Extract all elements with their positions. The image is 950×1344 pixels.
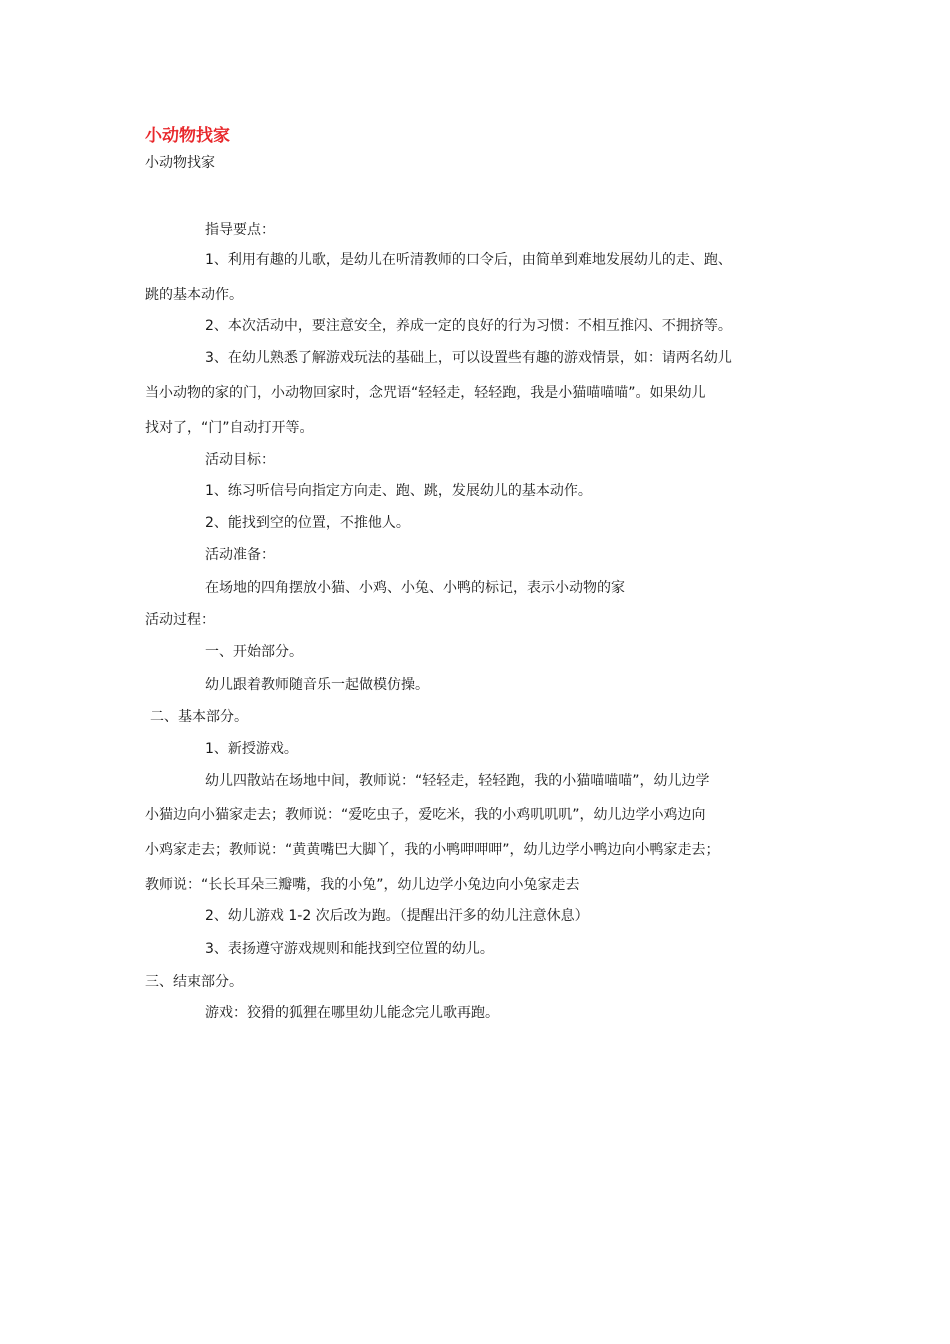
- paragraph-line: 小猫边向小猫家走去；教师说：“爱吃虫子，爱吃米，我的小鸡叽叽叽”，幼儿边学小鸡边向: [145, 807, 706, 823]
- paragraph-line: 2、幼儿游戏 1-2 次后改为跑。（提醒出汗多的幼儿注意休息）: [205, 908, 589, 924]
- section-heading-basic: 二、基本部分。: [150, 709, 248, 725]
- paragraph-line: 1、新授游戏。: [205, 741, 298, 757]
- paragraph-line: 3、在幼儿熟悉了解游戏玩法的基础上，可以设置些有趣的游戏情景，如：请两名幼儿: [205, 350, 732, 366]
- paragraph-line: 1、练习听信号向指定方向走、跑、跳，发展幼儿的基本动作。: [205, 483, 592, 499]
- paragraph-line: 当小动物的家的门，小动物回家时，念咒语“轻轻走，轻轻跑，我是小猫喵喵喵”。如果幼儿: [145, 385, 706, 401]
- section-heading-goals: 活动目标：: [205, 452, 275, 468]
- paragraph-line: 幼儿四散站在场地中间，教师说：“轻轻走，轻轻跑，我的小猫喵喵喵”，幼儿边学: [205, 773, 710, 789]
- paragraph-line: 3、表扬遵守游戏规则和能找到空位置的幼儿。: [205, 941, 494, 957]
- paragraph-line: 跳的基本动作。: [145, 287, 243, 303]
- section-heading-end: 三、结束部分。: [145, 974, 243, 990]
- paragraph-line: 教师说：“长长耳朵三瓣嘴，我的小兔”，幼儿边学小兔边向小兔家走去: [145, 877, 580, 893]
- paragraph-line: 小鸡家走去；教师说：“黄黄嘴巴大脚丫，我的小鸭呷呷呷”，幼儿边学小鸭边向小鸭家走去；: [145, 842, 720, 858]
- paragraph-line: 幼儿跟着教师随音乐一起做模仿操。: [205, 677, 429, 693]
- paragraph-line: 2、本次活动中，要注意安全，养成一定的良好的行为习惯：不相互推闪、不拥挤等。: [205, 318, 732, 334]
- paragraph-line: 在场地的四角摆放小猫、小鸡、小兔、小鸭的标记，表示小动物的家: [205, 580, 625, 596]
- document-title: 小动物找家: [145, 126, 230, 146]
- section-heading-start: 一、开始部分。: [205, 644, 303, 660]
- document-subtitle: 小动物找家: [145, 155, 215, 171]
- section-heading-process: 活动过程：: [145, 612, 215, 628]
- paragraph-line: 游戏：狡猾的狐狸在哪里幼儿能念完儿歌再跑。: [205, 1005, 499, 1021]
- paragraph-line: 1、利用有趣的儿歌，是幼儿在听清教师的口令后，由简单到难地发展幼儿的走、跑、: [205, 252, 732, 268]
- section-heading-guidance: 指导要点：: [205, 222, 275, 238]
- section-heading-preparation: 活动准备：: [205, 547, 275, 563]
- paragraph-line: 2、能找到空的位置，不推他人。: [205, 515, 410, 531]
- paragraph-line: 找对了，“门”自动打开等。: [145, 420, 314, 436]
